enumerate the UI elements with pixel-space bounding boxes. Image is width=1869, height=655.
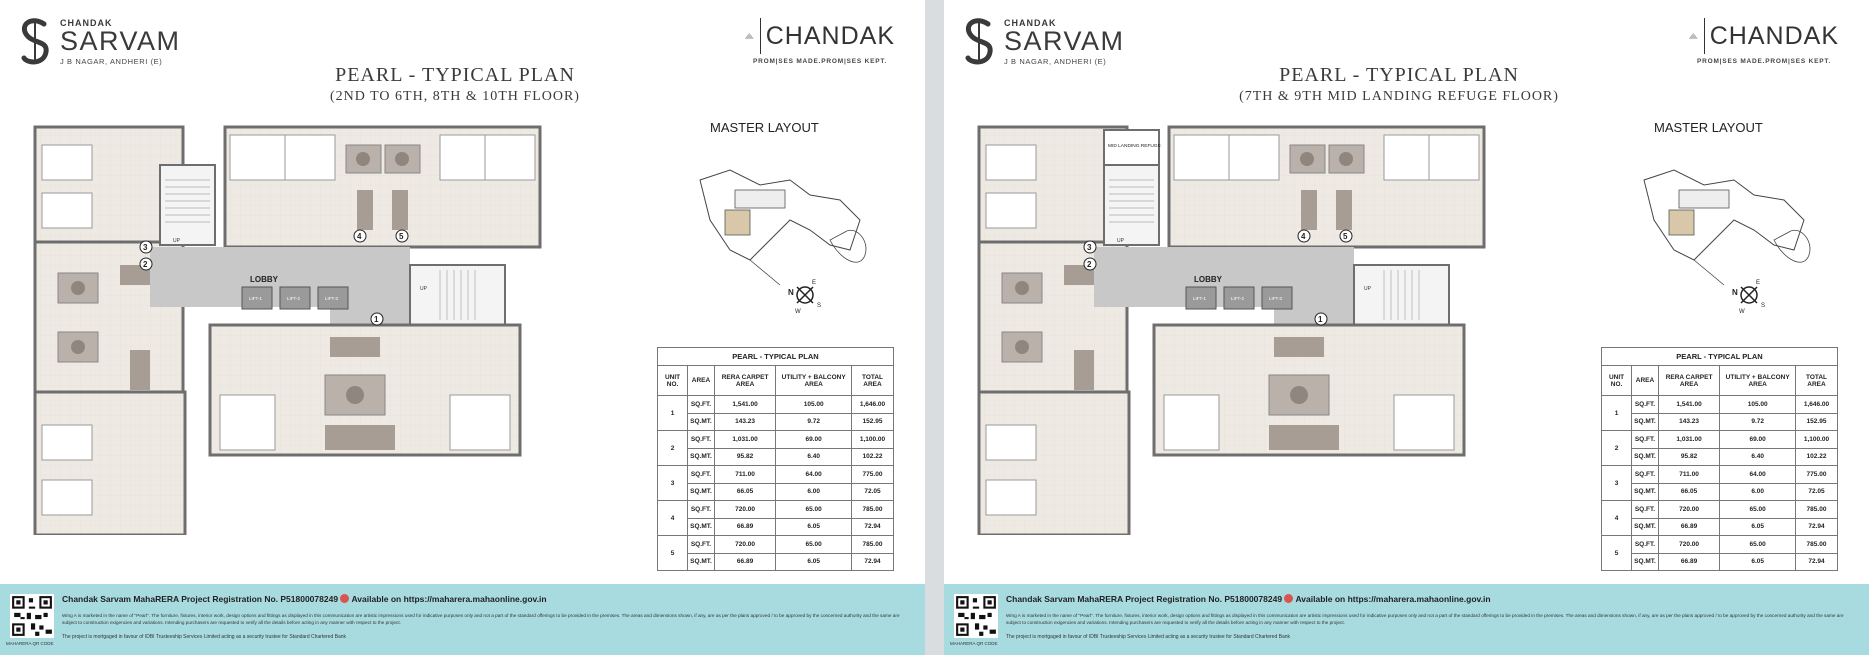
table-row xyxy=(1602,483,1838,501)
table-cell: 1,646.00 xyxy=(852,396,894,414)
table-row xyxy=(1602,553,1838,571)
table-cell: SQ.MT. xyxy=(1632,413,1659,431)
area-table-caption: PEARL - TYPICAL PLAN xyxy=(1602,348,1838,366)
table-cell: 66.05 xyxy=(714,483,776,501)
table-cell: 6.40 xyxy=(776,448,852,466)
table-row xyxy=(658,553,894,571)
table-cell: 95.82 xyxy=(714,448,776,466)
table-cell: 102.22 xyxy=(1796,448,1838,466)
table-cell: SQ.FT. xyxy=(1632,466,1659,484)
maharera-qr-code xyxy=(954,594,998,638)
master-layout-title: MASTER LAYOUT xyxy=(1654,120,1763,135)
unit-marker-3: 3 xyxy=(1087,243,1092,252)
rera-registration: Chandak Sarvam MahaRERA Project Registration No. P51800078249 Available on https://maharera.mahaonline.gov.in xyxy=(1006,594,1491,604)
unit-marker-2: 2 xyxy=(1087,260,1092,269)
brand-name: SARVAM xyxy=(60,26,181,56)
table-row xyxy=(658,536,894,554)
unit-marker-5: 5 xyxy=(399,232,404,241)
table-cell: 720.00 xyxy=(1658,536,1720,554)
svg-text:N: N xyxy=(788,288,794,297)
table-row xyxy=(658,501,894,519)
footer xyxy=(0,584,925,655)
chandak-tagline: PROM|SES MADE.PROM|SES KEPT. xyxy=(1696,58,1832,65)
unit-number-cell: 4 xyxy=(658,501,688,536)
table-cell: SQ.FT. xyxy=(1632,396,1659,414)
svg-text:W: W xyxy=(1739,309,1745,315)
table-row xyxy=(1602,518,1838,536)
plan-title: PEARL - TYPICAL PLAN xyxy=(335,64,575,86)
table-cell: 65.00 xyxy=(776,501,852,519)
table-cell: SQ.MT. xyxy=(688,483,715,501)
col-unit-no: UNIT NO. xyxy=(1602,366,1632,396)
plan-title: PEARL - TYPICAL PLAN xyxy=(1279,64,1519,86)
unit-marker-1: 1 xyxy=(1318,315,1323,324)
table-cell: SQ.MT. xyxy=(1632,553,1659,571)
table-row xyxy=(658,466,894,484)
table-cell: 720.00 xyxy=(1658,501,1720,519)
area-table xyxy=(1601,347,1838,571)
brand-location: J B NAGAR, ANDHERI (E) xyxy=(60,57,163,66)
unit-marker-3: 3 xyxy=(143,243,148,252)
table-cell: SQ.FT. xyxy=(688,396,715,414)
table-cell: 1,100.00 xyxy=(852,431,894,449)
col-utility-balcony: UTILITY + BALCONY AREA xyxy=(776,366,852,396)
table-row xyxy=(658,448,894,466)
table-cell: 6.00 xyxy=(1720,483,1796,501)
table-row xyxy=(658,518,894,536)
unit-marker-2: 2 xyxy=(143,260,148,269)
maharera-qr-code xyxy=(10,594,54,638)
unit-marker-4: 4 xyxy=(1301,232,1306,241)
plan-subtitle: (2ND TO 6TH, 8TH & 10TH FLOOR) xyxy=(330,89,580,104)
table-cell: 66.89 xyxy=(1658,553,1720,571)
col-rera-carpet: RERA CARPET AREA xyxy=(1658,366,1720,396)
floor-plan xyxy=(30,125,660,535)
brand-logo xyxy=(18,18,181,66)
sarvam-s-logo-icon xyxy=(18,18,52,66)
table-cell: 72.05 xyxy=(852,483,894,501)
chandak-logo xyxy=(1689,18,1839,65)
table-cell: 105.00 xyxy=(776,396,852,414)
brochure-page-2 xyxy=(944,0,1869,655)
table-cell: 711.00 xyxy=(1658,466,1720,484)
table-row xyxy=(658,483,894,501)
svg-text:W: W xyxy=(795,309,801,315)
table-cell: SQ.MT. xyxy=(1632,518,1659,536)
table-cell: 72.94 xyxy=(852,518,894,536)
table-cell: SQ.FT. xyxy=(688,466,715,484)
table-cell: 785.00 xyxy=(1796,501,1838,519)
stair-up-label-right: UP xyxy=(1364,286,1371,292)
svg-text:E: E xyxy=(1756,280,1761,286)
table-cell: 64.00 xyxy=(1720,466,1796,484)
table-cell: 152.95 xyxy=(852,413,894,431)
table-cell: 1,031.00 xyxy=(714,431,776,449)
table-cell: 720.00 xyxy=(714,536,776,554)
master-layout-map xyxy=(1634,160,1824,290)
table-row xyxy=(1602,448,1838,466)
table-cell: 105.00 xyxy=(1720,396,1796,414)
table-cell: 720.00 xyxy=(714,501,776,519)
table-cell: SQ.FT. xyxy=(1632,536,1659,554)
table-row xyxy=(1602,431,1838,449)
table-cell: 66.89 xyxy=(1658,518,1720,536)
disclaimer: Wing A is marketed in the name of "Pearl". The furniture, fixtures, interior work, design options and fittings as displayed in this communication are artistic impressions used for indicative purposes only and not a part of the standard offerings to be provided in the premises. The areas and dimensions shown, if any, are as per the plans approved / to be approved by the concerned authority and the same are subject to construction exigencies and variations. Intending purchasers are requested to verify all the details before acting in any manner with respect to the project. xyxy=(62,613,900,625)
table-cell: SQ.MT. xyxy=(1632,483,1659,501)
brochure-page-1 xyxy=(0,0,925,655)
lift-2-label: LIFT-2 xyxy=(287,296,301,301)
table-cell: 66.05 xyxy=(1658,483,1720,501)
svg-text:E: E xyxy=(812,280,817,286)
compass-icon xyxy=(785,275,825,315)
unit-marker-4: 4 xyxy=(357,232,362,241)
table-cell: 1,541.00 xyxy=(714,396,776,414)
table-cell: 69.00 xyxy=(1720,431,1796,449)
table-cell: 152.95 xyxy=(1796,413,1838,431)
table-cell: 64.00 xyxy=(776,466,852,484)
chandak-name: CHANDAK xyxy=(765,21,895,50)
brand-logo xyxy=(962,18,1125,66)
col-utility-balcony: UTILITY + BALCONY AREA xyxy=(1720,366,1796,396)
stair-up-label-right: UP xyxy=(420,286,427,292)
table-cell: SQ.MT. xyxy=(688,518,715,536)
table-cell: SQ.MT. xyxy=(688,413,715,431)
area-table xyxy=(657,347,894,571)
table-cell: 95.82 xyxy=(1658,448,1720,466)
table-row xyxy=(658,396,894,414)
disclaimer: Wing A is marketed in the name of "Pearl". The furniture, fixtures, interior work, design options and fittings as displayed in this communication are artistic impressions used for indicative purposes only and not a part of the standard offerings to be provided in the premises. The areas and dimensions shown, if any, are as per the plans approved / to be approved by the concerned authority and the same are subject to construction exigencies and variations. Intending purchasers are requested to verify all the details before acting in any manner with respect to the project. xyxy=(1006,613,1844,625)
unit-number-cell: 2 xyxy=(1602,431,1632,466)
unit-marker-1: 1 xyxy=(374,315,379,324)
table-cell: 9.72 xyxy=(1720,413,1796,431)
table-cell: 72.94 xyxy=(1796,553,1838,571)
table-cell: 9.72 xyxy=(776,413,852,431)
svg-text:S: S xyxy=(817,303,822,309)
chandak-name: CHANDAK xyxy=(1709,21,1839,50)
lift-1-label: LIFT-1 xyxy=(1193,296,1207,301)
table-cell: SQ.FT. xyxy=(688,536,715,554)
brand-small-label: CHANDAK xyxy=(60,18,113,28)
table-cell: SQ.MT. xyxy=(688,553,715,571)
table-row xyxy=(1602,501,1838,519)
unit-number-cell: 5 xyxy=(658,536,688,571)
table-cell: 1,541.00 xyxy=(1658,396,1720,414)
table-row xyxy=(658,413,894,431)
lift-3-label: LIFT-3 xyxy=(325,296,339,301)
brand-small-label: CHANDAK xyxy=(1004,18,1057,28)
chandak-logo xyxy=(745,18,895,65)
brand-location: J B NAGAR, ANDHERI (E) xyxy=(1004,57,1107,66)
footer xyxy=(944,584,1869,655)
unit-number-cell: 1 xyxy=(658,396,688,431)
unit-number-cell: 4 xyxy=(1602,501,1632,536)
plan-subtitle: (7TH & 9TH MID LANDING REFUGE FLOOR) xyxy=(1239,89,1559,104)
stair-up-label-left: UP xyxy=(1117,238,1124,244)
stair-up-label-left: UP xyxy=(173,238,180,244)
unit-number-cell: 1 xyxy=(1602,396,1632,431)
table-cell: 785.00 xyxy=(852,536,894,554)
table-cell: 69.00 xyxy=(776,431,852,449)
unit-number-cell: 5 xyxy=(1602,536,1632,571)
col-area: AREA xyxy=(1632,366,1659,396)
pyramid-icon xyxy=(1689,18,1698,54)
col-total-area: TOTAL AREA xyxy=(852,366,894,396)
table-cell: 775.00 xyxy=(1796,466,1838,484)
table-cell: 72.05 xyxy=(1796,483,1838,501)
compass-icon xyxy=(1729,275,1769,315)
location-pin-icon xyxy=(340,594,349,603)
svg-text:N: N xyxy=(1732,288,1738,297)
table-row xyxy=(1602,536,1838,554)
rera-registration: Chandak Sarvam MahaRERA Project Registration No. P51800078249 Available on https://maharera.mahaonline.gov.in xyxy=(62,594,547,604)
table-cell: 1,646.00 xyxy=(1796,396,1838,414)
table-cell: 785.00 xyxy=(1796,536,1838,554)
table-cell: 143.23 xyxy=(714,413,776,431)
svg-text:S: S xyxy=(1761,303,1766,309)
table-cell: 72.94 xyxy=(852,553,894,571)
chandak-tagline: PROM|SES MADE.PROM|SES KEPT. xyxy=(752,58,888,65)
table-cell: 6.40 xyxy=(1720,448,1796,466)
mortgage-note: The project is mortgaged in favour of IDBI Trusteeship Services Limited acting as a security trustee for Standard Chartered Bank xyxy=(62,634,347,640)
col-area: AREA xyxy=(688,366,715,396)
master-layout-title: MASTER LAYOUT xyxy=(710,120,819,135)
table-cell: 143.23 xyxy=(1658,413,1720,431)
table-cell: 66.89 xyxy=(714,553,776,571)
table-row xyxy=(1602,396,1838,414)
table-row xyxy=(658,431,894,449)
refuge-label: MID LANDING REFUGE xyxy=(1108,144,1161,149)
table-cell: 6.05 xyxy=(1720,553,1796,571)
table-row xyxy=(1602,413,1838,431)
col-unit-no: UNIT NO. xyxy=(658,366,688,396)
brand-name: SARVAM xyxy=(1004,26,1125,56)
table-cell: 72.94 xyxy=(1796,518,1838,536)
table-cell: 6.00 xyxy=(776,483,852,501)
table-cell: 66.89 xyxy=(714,518,776,536)
table-cell: 1,100.00 xyxy=(1796,431,1838,449)
table-cell: SQ.MT. xyxy=(688,448,715,466)
table-cell: 65.00 xyxy=(1720,536,1796,554)
lift-3-label: LIFT-3 xyxy=(1269,296,1283,301)
table-cell: 775.00 xyxy=(852,466,894,484)
table-cell: SQ.FT. xyxy=(688,431,715,449)
table-cell: 65.00 xyxy=(776,536,852,554)
lobby-label: LOBBY xyxy=(250,275,278,284)
table-cell: 785.00 xyxy=(852,501,894,519)
lift-1-label: LIFT-1 xyxy=(249,296,263,301)
table-row xyxy=(1602,466,1838,484)
col-total-area: TOTAL AREA xyxy=(1796,366,1838,396)
table-cell: 65.00 xyxy=(1720,501,1796,519)
table-cell: 6.05 xyxy=(776,518,852,536)
mortgage-note: The project is mortgaged in favour of IDBI Trusteeship Services Limited acting as a security trustee for Standard Chartered Bank xyxy=(1006,634,1291,640)
lift-2-label: LIFT-2 xyxy=(1231,296,1245,301)
table-cell: SQ.FT. xyxy=(1632,431,1659,449)
master-layout-map xyxy=(690,160,880,290)
table-cell: 102.22 xyxy=(852,448,894,466)
unit-number-cell: 3 xyxy=(1602,466,1632,501)
qr-caption: MAHARERA QR CODE xyxy=(6,641,54,646)
qr-caption: MAHARERA QR CODE xyxy=(950,641,998,646)
col-rera-carpet: RERA CARPET AREA xyxy=(714,366,776,396)
lobby-label: LOBBY xyxy=(1194,275,1222,284)
table-cell: 6.05 xyxy=(776,553,852,571)
table-cell: SQ.FT. xyxy=(688,501,715,519)
table-cell: 1,031.00 xyxy=(1658,431,1720,449)
unit-number-cell: 2 xyxy=(658,431,688,466)
area-table-caption: PEARL - TYPICAL PLAN xyxy=(658,348,894,366)
unit-marker-5: 5 xyxy=(1343,232,1348,241)
unit-number-cell: 3 xyxy=(658,466,688,501)
table-cell: 711.00 xyxy=(714,466,776,484)
refuge-area xyxy=(1104,130,1161,165)
pyramid-icon xyxy=(745,18,754,54)
table-cell: 6.05 xyxy=(1720,518,1796,536)
sarvam-s-logo-icon xyxy=(962,18,996,66)
location-pin-icon xyxy=(1284,594,1293,603)
table-cell: SQ.FT. xyxy=(1632,501,1659,519)
floor-plan xyxy=(974,125,1604,535)
table-cell: SQ.MT. xyxy=(1632,448,1659,466)
